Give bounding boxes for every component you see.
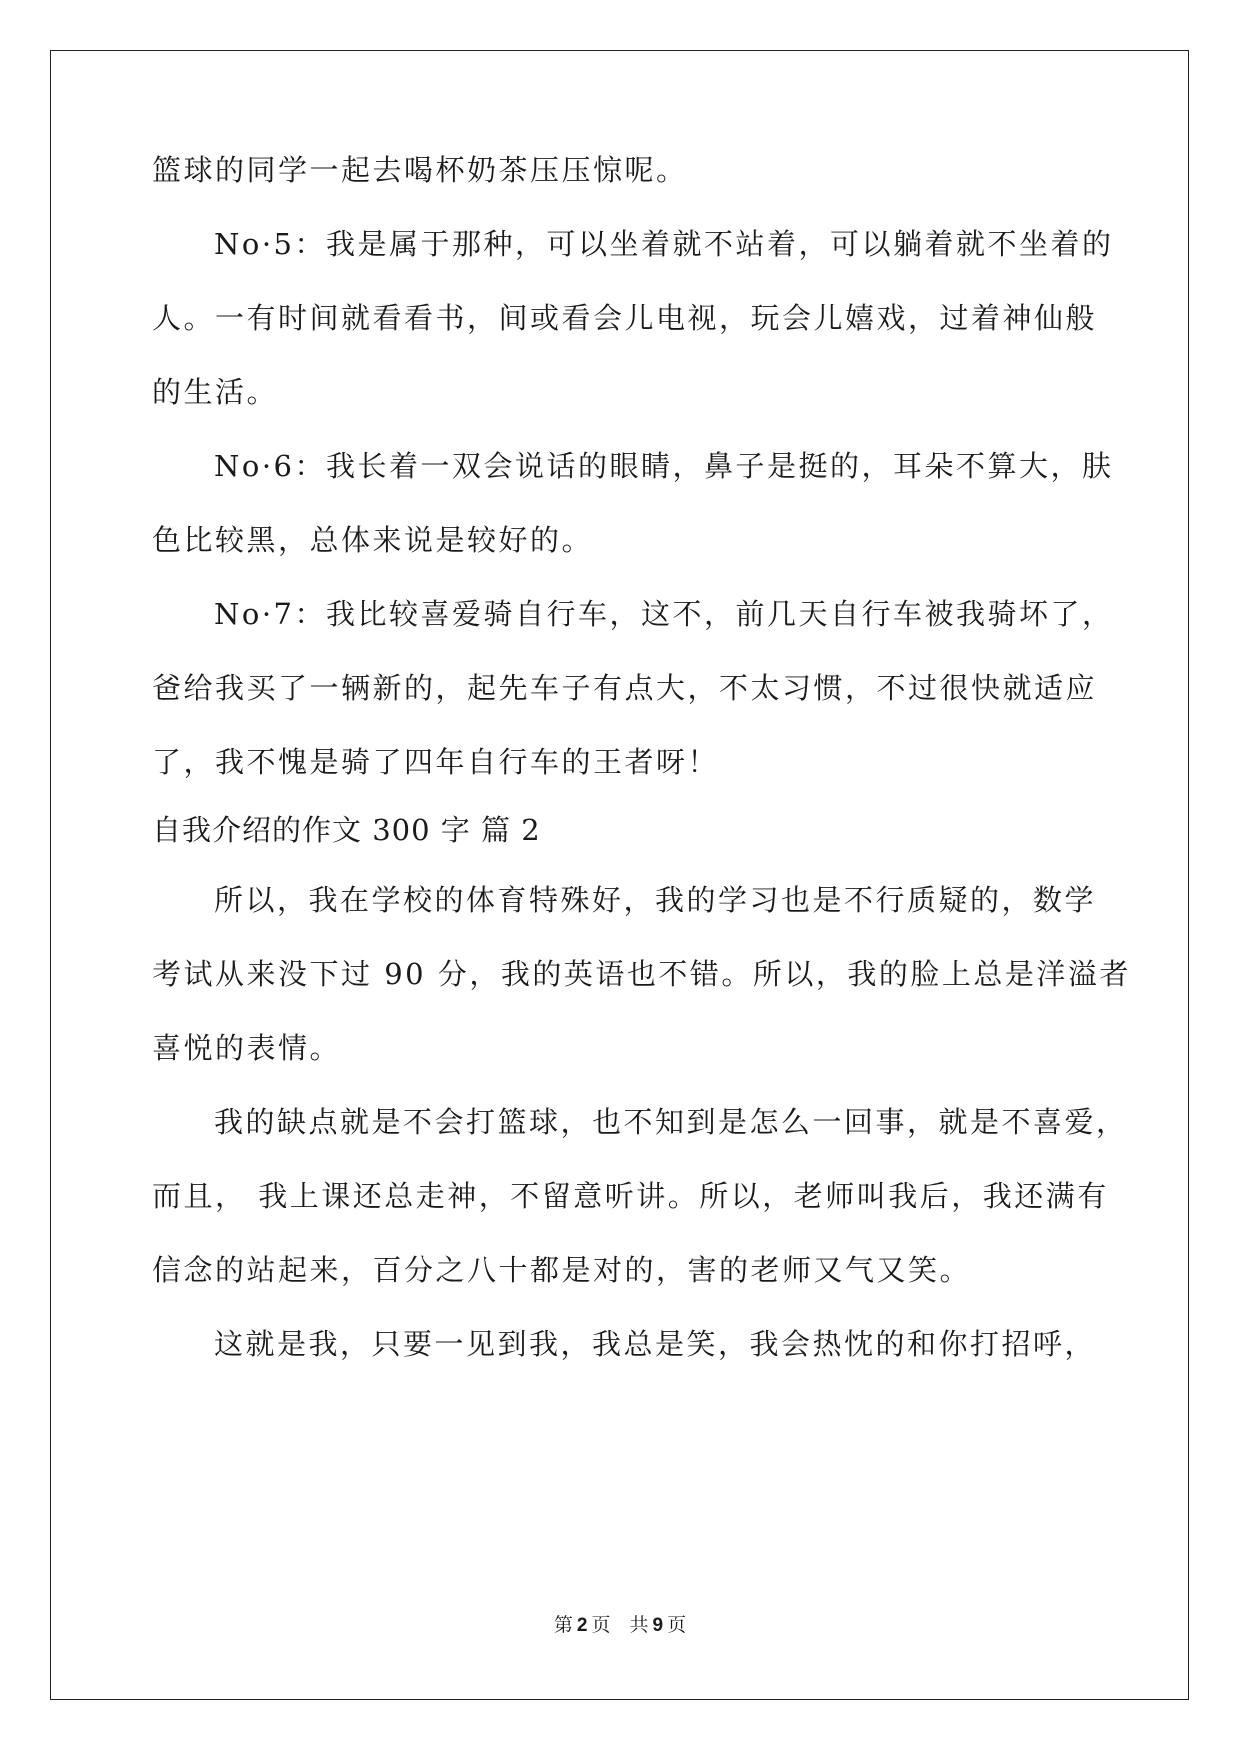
body-line: No·6：我长着一双会说话的眼睛，鼻子是挺的，耳朵不算大，肤 (214, 449, 1114, 483)
body-line: 篮球的同学一起去喝杯奶茶压压惊呢。 (152, 153, 688, 187)
body-line: 人。一有时间就看看书，间或看会儿电视，玩会儿嬉戏，过着神仙般 (152, 301, 1098, 335)
body-line: No·7：我比较喜爱骑自行车，这不，前几天自行车被我骑坏了， (214, 597, 1114, 631)
current-page-number: 2 (576, 1615, 589, 1636)
body-line: 所以，我在学校的体育特殊好，我的学习也是不行质疑的，数学 (214, 883, 1097, 917)
body-line: 信念的站起来，百分之八十都是对的，害的老师又气又笑。 (152, 1253, 972, 1287)
page-footer (0, 1613, 1241, 1638)
section-heading: 自我介绍的作文 300 字 篇 2 (152, 813, 541, 847)
body-line: 而且， 我上课还总走神，不留意听讲。所以，老师叫我后，我还满有 (152, 1179, 1109, 1213)
body-line: 这就是我，只要一见到我，我总是笑，我会热忱的和你打招呼， (214, 1327, 1097, 1361)
page-label-prefix: 第 (553, 1614, 574, 1636)
total-page-number: 9 (652, 1615, 665, 1636)
total-label-prefix: 共 (629, 1614, 650, 1636)
body-line: 我的缺点就是不会打篮球，也不知到是怎么一回事，就是不喜爱， (214, 1105, 1128, 1139)
body-line: No·5：我是属于那种，可以坐着就不站着，可以躺着就不坐着的 (214, 227, 1114, 261)
total-label-suffix: 页 (667, 1614, 688, 1636)
body-line: 了，我不愧是骑了四年自行车的王者呀！ (152, 745, 720, 779)
body-line: 色比较黑，总体来说是较好的。 (152, 523, 594, 557)
body-line: 的生活。 (152, 375, 279, 409)
page-border (50, 50, 1189, 1700)
body-line: 喜悦的表情。 (152, 1031, 342, 1065)
body-line: 考试从来没下过 90 分，我的英语也不错。所以，我的脸上总是洋溢者 (152, 957, 1131, 991)
body-line: 爸给我买了一辆新的，起先车子有点大，不太习惯，不过很快就适应 (152, 671, 1098, 705)
page-label-suffix: 页 (591, 1614, 612, 1636)
